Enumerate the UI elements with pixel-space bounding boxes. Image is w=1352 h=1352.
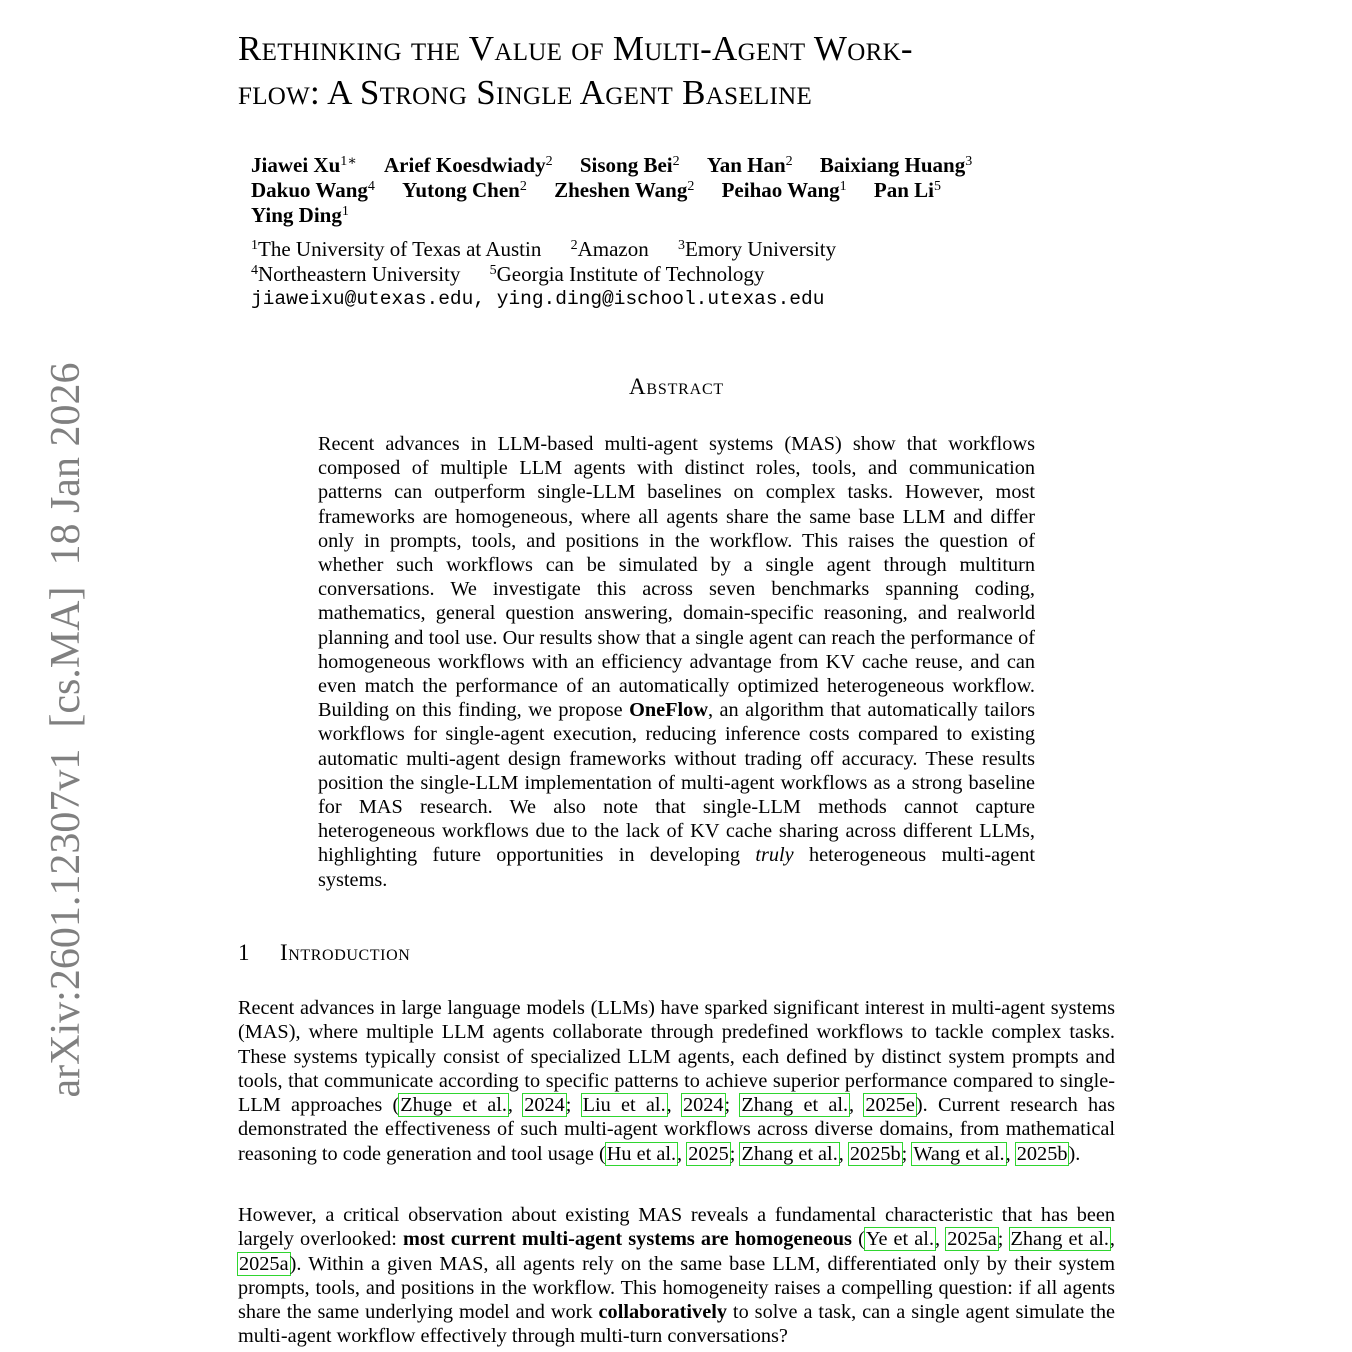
emphasis-text: collaboratively xyxy=(598,1301,727,1324)
citation-link[interactable]: 2025b xyxy=(1016,1142,1068,1165)
author-row xyxy=(251,153,1121,178)
section-heading-introduction: 1 Introduction xyxy=(238,940,411,965)
author: Baixiang Huang$^3$ xyxy=(819,153,973,177)
author-list xyxy=(251,153,1121,228)
title-line-1: Rethinking the Value of Multi-Agent Work- xyxy=(238,29,913,68)
author: Peihao Wang$^1$ xyxy=(721,178,847,202)
author: Ying Ding$^1$ xyxy=(251,203,349,227)
affiliation-row xyxy=(251,262,860,287)
arxiv-identifier: arXiv:2601.12307v1 [cs.MA] 18 Jan 2026 xyxy=(43,362,89,1098)
author: Yutong Chen$^2$ xyxy=(402,178,527,202)
paper-title xyxy=(238,27,1138,115)
intro-paragraph-1: Recent advances in large language models (LLMs) have sparked significant interest in multi-agent systems (MAS), where multiple LLM agents collaborate through predefined workflows to tackle complex tasks. These systems typically consist of specialized LLM agents, each defined by distinct system prompts and tools, that communicate according to specific patterns to achieve superior performance compared to single-LLM approaches (Zhuge et al., 2024; Liu et al., 2024; Zhang et al., 2025e). Current research has demonstrated the effectiveness of such multi-agent workflows across diverse domains, from mathematical reasoning to code generation and tool usage (Hu et al., 2025; Zhang et al., 2025b; Wang et al., 2025b). xyxy=(238,997,1115,1165)
author: Pan Li$^5$ xyxy=(873,178,942,202)
abstract-text: Recent advances in LLM-based multi-agent systems (MAS) show that workflows composed of multiple LLM agents with distinct roles, tools, and communication patterns can outperform single-LLM baselines on complex tasks. However, most frameworks are homogeneous, where all agents share the same base LLM and differ only in prompts, tools, and positions in the workflow. This raises the question of whether such workflows can be simulated by a single agent through multiturn conversations. We investigate this across seven benchmarks spanning coding, mathematics, general question answering, domain-specific reasoning, and realworld planning and tool use. Our results show that a single agent can reach the performance of homogeneous workflows with an efficiency advantage from KV cache reuse, and can even match the performance of an automatically optimized heterogeneous workflow. Building on this finding, we propose OneFlow, an algorithm that automatically tailors workflows for single-agent execution, reducing inference costs compared to existing automatic multi-agent design frameworks without trading off accuracy. These results position the single-LLM implementation of multi-agent workflows as a strong baseline for MAS research. We also note that single-LLM methods cannot capture heterogeneous workflows due to the lack of KV cache sharing across different LLMs, highlighting future opportunities in developing truly heterogeneous multi-agent systems. xyxy=(318,433,1036,891)
author: Sisong Bei$^2$ xyxy=(579,153,680,177)
affiliation: $^5$Georgia Institute of Technology xyxy=(489,262,765,286)
citation-link[interactable]: 2025e xyxy=(865,1094,915,1117)
author-emails: jiaweixu@utexas.edu, ying.ding@ischool.utexas.edu xyxy=(251,288,825,310)
intro-paragraph-2: However, a critical observation about existing MAS reveals a fundamental characteristic that has been largely overlooked: most current multi-agent systems are homogeneous (Ye et al., 2025a; Zhang et al., 2025a). Within a given MAS, all agents rely on the same base LLM, differentiated only by their system prompts, tools, and positions in the workflow. This homogeneity raises a compelling question: if all agents share the same underlying model and work collaboratively to solve a task, can a single agent simulate the multi-agent workflow effectively through multi-turn conversations? xyxy=(238,1204,1115,1348)
citation-link[interactable]: Hu et al. xyxy=(606,1142,677,1165)
citation-link[interactable]: Wang et al. xyxy=(913,1142,1005,1165)
author: Jiawei $Xu^{1∗}$ xyxy=(251,153,357,177)
abstract-heading: Abstract xyxy=(628,374,725,399)
affiliation: $^3$Emory University xyxy=(678,237,837,261)
affiliation: $^2$Amazon xyxy=(570,237,649,261)
citation-link[interactable]: 2025a xyxy=(947,1228,997,1251)
author-row xyxy=(251,203,1121,228)
title-line-2: flow: A Strong Single Agent Baseline xyxy=(238,73,813,112)
citation-link[interactable]: 2025a xyxy=(239,1252,289,1275)
author: Zheshen Wang$^2$ xyxy=(554,178,695,202)
affiliation-row xyxy=(251,237,860,262)
citation-link[interactable]: 2025 xyxy=(688,1142,729,1165)
affiliation: $^4$Northeastern University xyxy=(251,262,461,286)
affiliation: $^1$The University of Texas at Austin xyxy=(251,237,542,261)
citation-link[interactable]: 2024 xyxy=(524,1094,565,1117)
author: Arief Koesdwiady$^2$ xyxy=(384,153,553,177)
author: Dakuo Wang$^4$ xyxy=(251,178,375,202)
citation-link[interactable]: Zhang et al. xyxy=(1010,1228,1109,1251)
affiliation-list xyxy=(251,237,860,287)
citation-link[interactable]: 2025b xyxy=(849,1142,901,1165)
author-row xyxy=(251,178,1121,203)
citation-link[interactable]: Zhang et al. xyxy=(741,1094,849,1117)
author: Yan Han$^2$ xyxy=(706,153,793,177)
citation-link[interactable]: Ye et al. xyxy=(865,1228,935,1251)
oneflow-name: OneFlow xyxy=(629,699,708,722)
citation-link[interactable]: 2024 xyxy=(682,1094,724,1117)
citation-link[interactable]: Zhuge et al. xyxy=(400,1094,507,1117)
citation-link[interactable]: Liu et al. xyxy=(582,1094,666,1117)
emphasis-text: most current multi-agent systems are homogeneous xyxy=(403,1228,852,1251)
citation-link[interactable]: Zhang et al. xyxy=(741,1142,838,1165)
